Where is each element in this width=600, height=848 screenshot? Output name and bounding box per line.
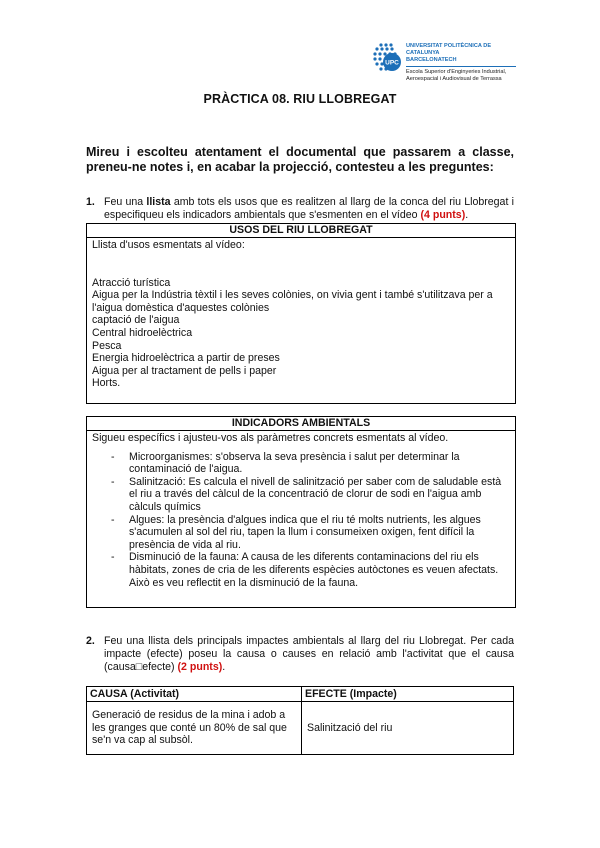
question-2-text bbox=[104, 635, 514, 674]
logo-university-name: UNIVERSITAT POLITÈCNICA DE CATALUNYA bbox=[406, 43, 492, 56]
table-row bbox=[87, 702, 514, 755]
causa-efecte-table bbox=[86, 686, 514, 755]
usos-item: Central hidroelèctrica bbox=[92, 326, 193, 339]
indicador-item: - Microorganismes: s'observa la seva presència i salut per determinar la contaminació de l'aigua. bbox=[129, 451, 510, 476]
indicadors-list bbox=[92, 451, 510, 590]
usos-item: Aigua per la Indústria tèxtil i les seves colònies, on vivia gent i també s'utilitzava per a l'aigua domèstica d'aquestes colònies bbox=[92, 289, 493, 314]
question-1-points: (4 punts) bbox=[420, 209, 466, 221]
cell-efecte: Salinització del riu bbox=[302, 702, 514, 755]
logo-divider bbox=[406, 66, 516, 67]
indicadors-content bbox=[87, 431, 515, 590]
indicadors-header: INDICADORS AMBIENTALS bbox=[87, 417, 515, 431]
usos-content bbox=[87, 238, 515, 391]
question-2-text-end: . bbox=[222, 661, 226, 673]
col-causa-header: CAUSA (Activitat) bbox=[87, 687, 302, 702]
usos-item: captació de l'aigua bbox=[92, 314, 180, 327]
question-2-text-body: Feu una llista dels principals impactes ambientals al llarg del riu Llobregat. Per cada impacte (efecte) poseu la causa o causes en relació amb l'activitat que el causa (causa□efecte) bbox=[104, 635, 514, 673]
logo-school-line1: Escola Superior d'Enginyeries Industrial, bbox=[406, 69, 507, 75]
question-1-text-end: . bbox=[465, 209, 469, 221]
question-1 bbox=[86, 196, 514, 222]
question-1-text-mid: amb tots els usos que es realitzen al llarg de la conca del riu Llobregat i especifiqueu els indicadors ambientals que s'esmenten en el vídeo bbox=[104, 196, 514, 221]
question-1-keyword: llista bbox=[146, 196, 171, 208]
question-2 bbox=[86, 635, 514, 674]
upc-logo-icon bbox=[372, 42, 402, 72]
indicador-item: - Algues: la presència d'algues indica que el riu té molts nutrients, les algues s'acumulen al sol del riu, tapen la llum i consumeixen oxigen, fent difícil la presència de vida al riu. bbox=[129, 514, 510, 552]
logo-school-line2: Aeroespacial i Audiovisual de Terrassa bbox=[406, 76, 502, 82]
indicador-item: - Salinització: Es calcula el nivell de salinització per saber com de saludable està el riu a través del càlcul de la concentració de clorur de sodi en l'aigua amb càlculs químics bbox=[129, 476, 510, 514]
intro-instructions: Mireu i escolteu atentament el documental que passarem a classe, preneu-ne notes i, en acabar la projecció, contesteu a les preguntes: bbox=[86, 145, 514, 174]
question-1-text bbox=[104, 196, 514, 222]
col-efecte-header: EFECTE (Impacte) bbox=[302, 687, 514, 702]
page-title: PRÀCTICA 08. RIU LLOBREGAT bbox=[203, 92, 397, 106]
indicador-item: - Disminució de la fauna: A causa de les diferents contaminacions del riu els hàbitats, zones de cria de les diferents espècies autòctones es veuen afectats. Això es veu reflectit en la disminució de la fauna. bbox=[129, 551, 510, 589]
logo-abbr: UPC bbox=[385, 59, 399, 67]
table-header-row bbox=[87, 687, 514, 702]
cell-causa: Generació de residus de la mina i adob a les granges que conté un 80% de sal que se'n va cap al subsòl. bbox=[87, 702, 302, 755]
logo-text bbox=[406, 43, 524, 83]
usos-box bbox=[86, 223, 516, 404]
usos-item: Pesca bbox=[92, 339, 122, 352]
university-logo bbox=[372, 40, 522, 82]
question-2-number: 2. bbox=[86, 635, 95, 647]
question-1-number: 1. bbox=[86, 196, 95, 208]
usos-item: Aigua per al tractament de pells i paper bbox=[92, 364, 277, 377]
question-1-text-pre: Feu una bbox=[104, 196, 147, 208]
question-2-points: (2 punts) bbox=[177, 661, 223, 673]
usos-header: USOS DEL RIU LLOBREGAT bbox=[87, 224, 515, 238]
logo-university-sub: BARCELONATECH bbox=[406, 57, 457, 63]
indicadors-instruction: Sigueu específics i ajusteu-vos als paràmetres concrets esmentats al vídeo. bbox=[92, 432, 449, 444]
usos-item: Energia hidroelèctrica a partir de preses bbox=[92, 352, 280, 365]
usos-instruction: Llista d'usos esmentats al vídeo: bbox=[92, 239, 245, 251]
usos-item: Atracció turística bbox=[92, 276, 171, 289]
usos-item: Horts. bbox=[92, 377, 121, 390]
indicadors-box bbox=[86, 416, 516, 608]
